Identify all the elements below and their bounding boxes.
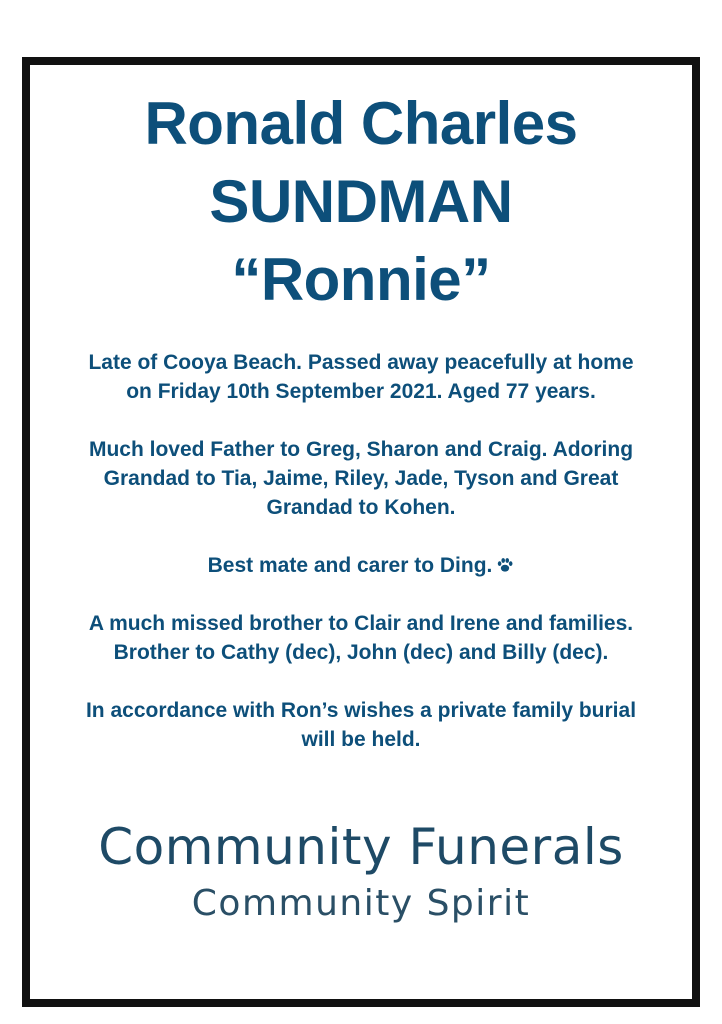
text-line: will be held. <box>301 728 421 751</box>
text-line: Much loved Father to Greg, Sharon and Craig. Adoring <box>88 438 634 461</box>
paw-print-icon <box>496 556 514 574</box>
burial-paragraph <box>40 696 682 754</box>
text-line: Brother to Cathy (dec), John (dec) and Billy (dec). <box>113 641 609 664</box>
death-notice-frame <box>22 57 700 1007</box>
name-surname: SUNDMAN <box>209 168 513 235</box>
logo-tagline: Community Spirit <box>191 883 531 924</box>
text-line: on Friday 10th September 2021. Aged 77 years. <box>126 380 596 403</box>
pet-line <box>40 551 682 580</box>
text-line: Grandad to Kohen. <box>266 496 456 519</box>
text-line: In accordance with Ron’s wishes a private family burial <box>85 699 637 722</box>
siblings-paragraph <box>40 609 682 667</box>
name-first-line: Ronald Charles <box>144 90 578 157</box>
notice-body <box>40 348 682 783</box>
text-line: Late of Cooya Beach. Passed away peacefully at home <box>88 351 634 374</box>
funeral-home-logo <box>30 815 692 929</box>
name-nickname: “Ronnie” <box>231 246 491 313</box>
text-line: Grandad to Tia, Jaime, Riley, Jade, Tyson and Great <box>103 467 619 490</box>
text-line: Best mate and carer to Ding. <box>207 554 493 577</box>
deceased-name <box>30 85 692 319</box>
logo-title: Community Funerals <box>98 818 624 876</box>
pet-paragraph <box>40 551 682 580</box>
text-line: A much missed brother to Clair and Irene and families. <box>88 612 634 635</box>
family-paragraph <box>40 435 682 522</box>
residence-paragraph <box>40 348 682 406</box>
